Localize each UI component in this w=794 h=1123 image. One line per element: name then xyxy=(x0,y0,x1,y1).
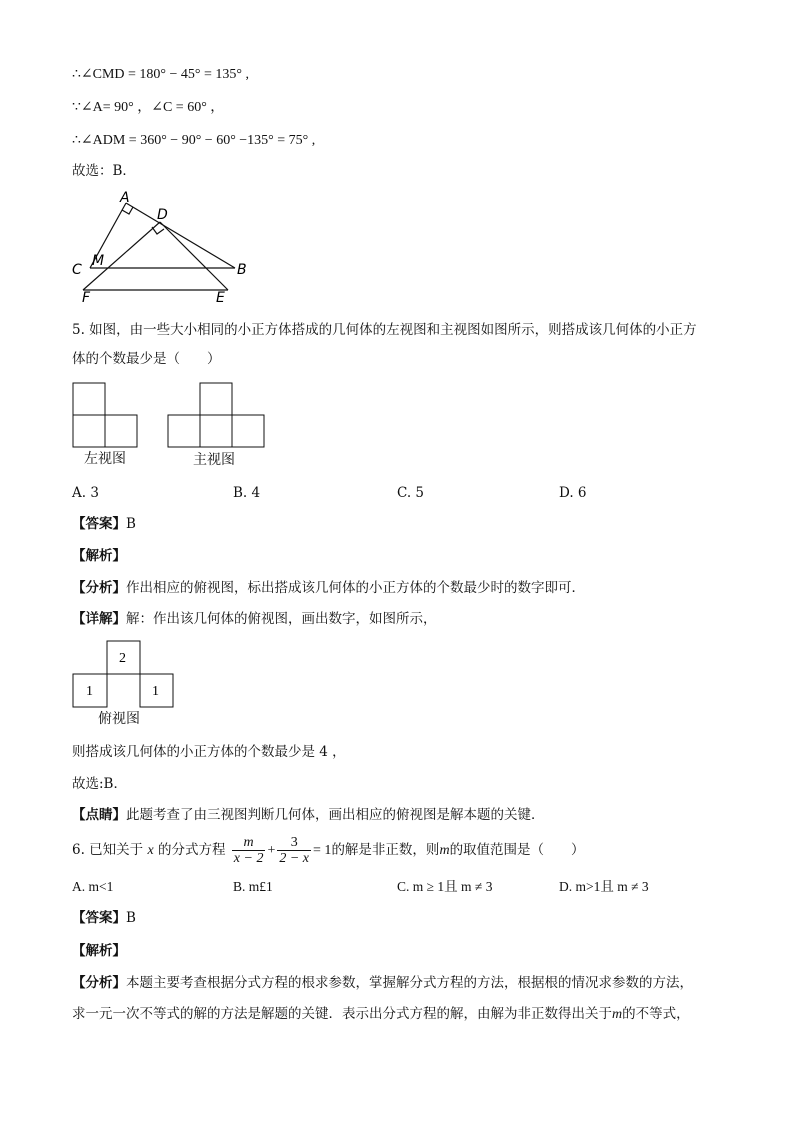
q6-stem-end: 的取值范围是（ ） xyxy=(449,842,585,858)
detail-tag: 【详解】 xyxy=(72,611,126,627)
q5-option-b: B. 4 xyxy=(233,485,261,501)
q5-comment xyxy=(72,806,545,824)
q5-analysis-tag: 【解析】 xyxy=(72,548,126,564)
label-c: C xyxy=(72,262,82,278)
q6-stem-prefix: 6. 已知关于 xyxy=(72,842,144,858)
q6-fenxi-text-1: 本题主要考查根据分式方程的根求参数，掌握解分式方程的方法，根据根的情况求参数的方法， xyxy=(126,975,693,991)
label-b: B xyxy=(237,262,247,278)
q6-stem xyxy=(72,834,585,867)
q6-fenxi-line-2 xyxy=(72,1005,690,1024)
q6-answer-tag: 【答案】 xyxy=(72,910,126,926)
q6-fenxi-tag: 【分析】 xyxy=(72,975,126,991)
proof-choice: 故选：B． xyxy=(72,163,136,179)
top-view-num-right: 1 xyxy=(152,684,159,699)
label-a: A xyxy=(120,190,130,206)
q6-fenxi-var-m: m xyxy=(612,1007,623,1022)
answer-value: B xyxy=(126,516,136,532)
frac2-num: 3 xyxy=(277,835,311,851)
q6-answer-value: B xyxy=(126,910,136,926)
q5-option-d: D. 6 xyxy=(559,485,587,501)
fenxi-tag: 【分析】 xyxy=(72,580,126,596)
q6-frac-2 xyxy=(277,835,311,866)
q5-choose: 故选:B． xyxy=(72,776,127,792)
label-e: E xyxy=(216,290,225,306)
q5-option-c: C. 5 xyxy=(397,485,425,501)
q6-var-x: x xyxy=(147,843,154,858)
top-view-num-left: 1 xyxy=(86,684,93,699)
frac1-num: m xyxy=(232,835,266,851)
q6-frac-1 xyxy=(232,835,266,866)
top-view-caption: 俯视图 xyxy=(98,711,140,727)
frac1-den: x − 2 xyxy=(233,851,264,866)
q6-var-m: m xyxy=(439,843,450,858)
front-view-caption: 主视图 xyxy=(193,452,235,468)
proof-line-1: ∴∠CMD = 180° − 45° = 135° , xyxy=(72,67,250,82)
q6-answer xyxy=(72,909,136,927)
q5-stem-line-1: 5. 如图，由一些大小相同的小正方体搭成的几何体的左视图和主视图如图所示，则搭成该几何体的小正方 xyxy=(72,322,697,338)
q6-analysis-tag: 【解析】 xyxy=(72,943,126,959)
proof-line-2: ∵∠A= 90° ，∠C = 60° ， xyxy=(72,100,225,115)
q6-option-b: B. m£1 xyxy=(233,879,273,894)
q5-stem-line-2: 体的个数最少是（ ） xyxy=(72,351,221,367)
q6-option-a: A. m<1 xyxy=(72,879,114,894)
q6-fenxi-line-1 xyxy=(72,974,693,992)
q5-option-a: A. 3 xyxy=(72,485,99,501)
left-view-caption: 左视图 xyxy=(84,451,126,467)
label-f: F xyxy=(82,290,91,306)
q6-plus: + xyxy=(267,843,276,858)
q6-eq-rhs: = 1 xyxy=(313,843,332,858)
frac2-den: 2 − x xyxy=(279,851,310,866)
fenxi-text: 作出相应的俯视图，标出搭成该几何体的小正方体的个数最少时的数字即可． xyxy=(126,580,585,596)
q5-conclusion: 则搭成该几何体的小正方体的个数最少是 4 ， xyxy=(72,744,346,760)
label-m: M xyxy=(92,253,105,269)
q6-stem-suffix: 的解是非正数，则 xyxy=(331,842,440,858)
top-view-num-2: 2 xyxy=(119,651,126,666)
proof-line-3: ∴∠ADM = 360° − 90° − 60° −135° = 75° , xyxy=(72,133,316,148)
q6-stem-mid: 的分式方程 xyxy=(157,842,226,858)
q6-option-d: D. m>1且 m ≠ 3 xyxy=(559,879,649,894)
comment-tag: 【点睛】 xyxy=(72,807,126,823)
detail-text: 解：作出该几何体的俯视图，画出数字，如图所示， xyxy=(126,611,437,627)
label-d: D xyxy=(157,207,168,223)
q6-fenxi-text-2a: 求一元一次不等式的解的方法是解题的关键．表示出分式方程的解，由解为非正数得出关于 xyxy=(72,1006,612,1022)
comment-text: 此题考查了由三视图判断几何体，画出相应的俯视图是解本题的关键． xyxy=(126,807,545,823)
q6-fenxi-text-2b: 的不等式， xyxy=(622,1006,690,1022)
answer-tag: 【答案】 xyxy=(72,516,126,532)
q6-option-c: C. m ≥ 1且 m ≠ 3 xyxy=(397,879,493,894)
